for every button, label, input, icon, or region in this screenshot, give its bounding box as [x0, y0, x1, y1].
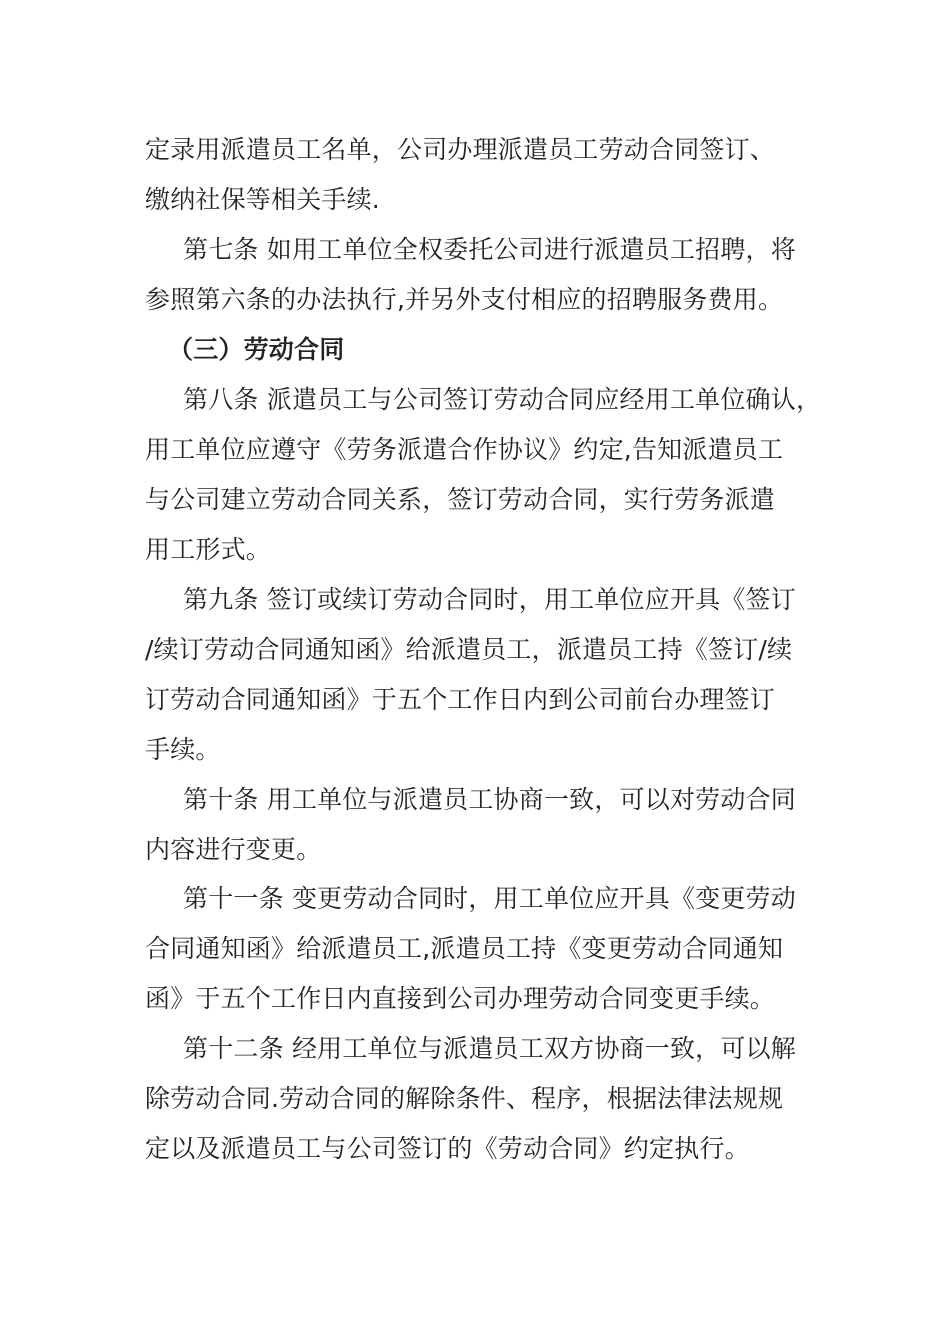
section-heading: （三）劳动合同: [168, 335, 345, 364]
text-line: 第七条 如用工单位全权委托公司进行派遣员工招聘，将: [183, 235, 796, 264]
text-line: 第十一条 变更劳动合同时，用工单位应开具《变更劳动: [183, 884, 796, 913]
text-line: 手续。: [145, 735, 221, 764]
text-line: 用工单位应遵守《劳务派遣合作协议》约定,告知派遣员工: [145, 435, 784, 464]
text-line: /续订劳动合同通知函》给派遣员工，派遣员工持《签订/续: [145, 635, 793, 664]
text-line: 合同通知函》给派遣员工,派遣员工持《变更劳动合同通知: [145, 934, 784, 963]
text-line: 定以及派遣员工与公司签订的《劳动合同》约定执行。: [145, 1134, 750, 1163]
text-line: 内容进行变更。: [145, 835, 322, 864]
text-line: 第九条 签订或续订劳动合同时，用工单位应开具《签订: [183, 585, 796, 614]
text-line: 第十二条 经用工单位与派遣员工双方协商一致，可以解: [183, 1034, 796, 1063]
text-line: 定录用派遣员工名单，公司办理派遣员工劳动合同签订、: [145, 135, 776, 164]
text-line: 参照第六条的办法执行,并另外支付相应的招聘服务费用。: [145, 285, 784, 314]
text-line: 除劳动合同.劳动合同的解除条件、程序，根据法律法规规: [145, 1084, 784, 1113]
text-line: 第十条 用工单位与派遣员工协商一致，可以对劳动合同: [183, 785, 796, 814]
text-line: 与公司建立劳动合同关系，签订劳动合同，实行劳务派遣: [145, 485, 776, 514]
text-line: 订劳动合同通知函》于五个工作日内到公司前台办理签订: [145, 685, 776, 714]
text-line: 缴纳社保等相关手续.: [145, 185, 380, 214]
text-line: 用工形式。: [145, 535, 272, 564]
text-line: 函》于五个工作日内直接到公司办理劳动合同变更手续。: [145, 984, 776, 1013]
text-line: 第八条 派遣员工与公司签订劳动合同应经用工单位确认，: [183, 385, 822, 414]
